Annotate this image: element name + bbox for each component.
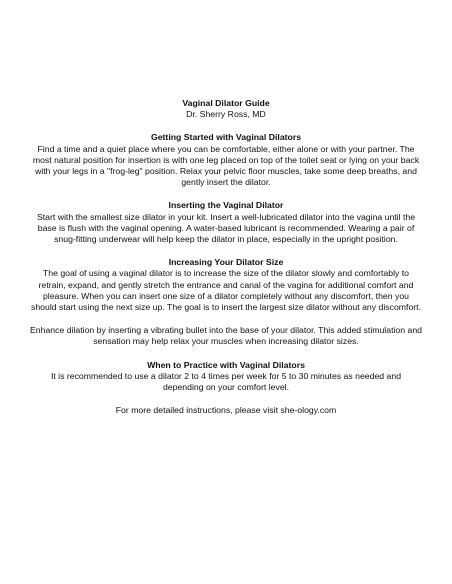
section-heading-when-to-practice: When to Practice with Vaginal Dilators [147,359,305,370]
section-heading-getting-started: Getting Started with Vaginal Dilators [150,132,302,143]
document-title: Vaginal Dilator Guide [182,98,270,108]
document-author: Dr. Sherry Ross, MD [186,109,266,120]
document-content [30,98,422,416]
section-heading-increasing-size: Increasing Your Dilator Size [168,257,284,268]
section-heading-inserting: Inserting the Vaginal Dilator [168,200,284,211]
section-body-increasing-size: The goal of using a vaginal dilator is to increase the size of the dilator slowly and comfortably to retrain, expand, and gently stretch the entrance and canal of the vagina for additional comfort and pleasure. When you can insert one size of a dilator completely without any discomfort, then you should start using the next size up. The goal is to insert the largest size dilator without any discomfort. [30,268,421,313]
closing-note: For more detailed instructions, please visit she-ology.com [115,405,337,416]
section-body-when-to-practice: It is recommended to use a dilator 2 to 4 times per week for 5 to 30 minutes as needed and depending on your comfort level. [50,370,402,393]
section-body-getting-started: Find a time and a quiet place where you can be comfortable, either alone or with your partner. The most natural position for insertion is with one leg placed on top of the toilet seat or lying on your back with your legs in a "frog-leg" position. Relax your pelvic floor muscles, take some deep breaths, and gently insert the dilator. [32,143,420,188]
section-body-inserting: Start with the smallest size dilator in your kit. Insert a well-lubricated dilator into the vagina until the base is flush with the vaginal opening. A water-based lubricant is recommended. Wearing a pair of snug-fitting underwear will help keep the dilator in place, especially in the upright position. [36,211,416,245]
section-body-enhance-dilation: Enhance dilation by inserting a vibrating bullet into the base of your dilator. This added stimulation and sensation may help relax your muscles when increasing dilator sizes. [30,325,422,347]
